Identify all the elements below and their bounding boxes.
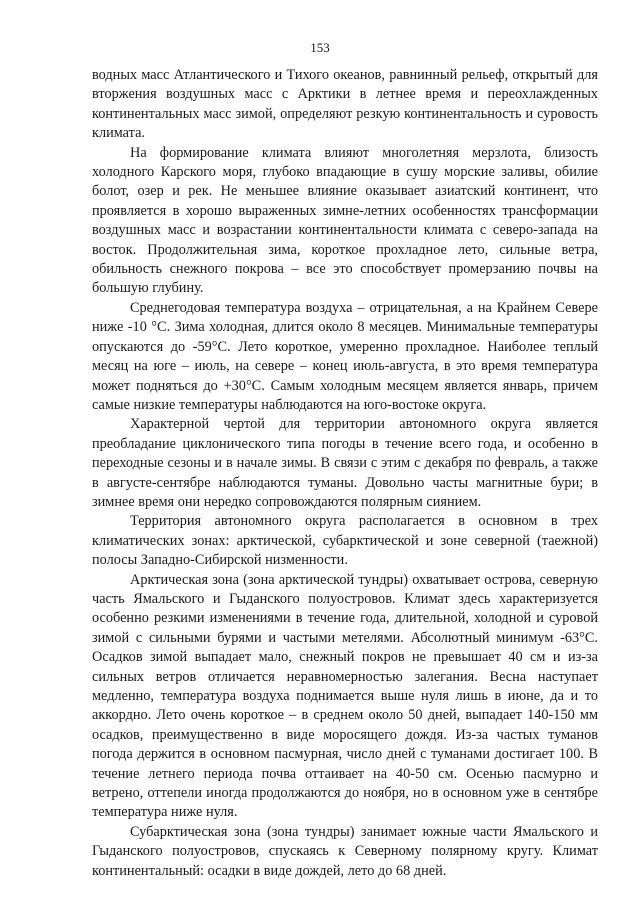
paragraph-continuation: водных масс Атлантического и Тихого океанов, равнинный рельеф, открытый для вторжения воздушных масс с Арктики в летнее время и переохлажденных континентальных масс зимой, определяют резкую континентальность и суровость климата. (92, 67, 598, 142)
paragraph-arctic-zone: Арктическая зона (зона арктической тундры) охватывает острова, северную часть Ямальского и Гыданского полуостровов. Климат здесь характеризуется особенно резкими изменениями в течение года, длительной, холодной и суровой зимой с сильными бурями и частыми метелями. Абсолютный минимум -63°С. Осадков зимой выпадает мало, снежный покров не превышает 40 см и из-за сильных ветров отличается неравномерностью залегания. Весна наступает медленно, температура воздуха поднимается выше нуля лишь в июне, да и то аккордно. Лето очень короткое – в среднем около 50 дней, выпадает 140-150 мм осадков, преимущественно в виде моросящего дождя. Из-за частых туманов погода держится в основном пасмурная, число дней с туманами достигает 100. В течение летнего периода почва оттаивает на 40-50 см. Осенью пасмурно и ветрено, оттепели иногда продолжаются до ноября, но в основном уже в сентябре температура ниже нуля. (92, 571, 598, 821)
paragraph-subarctic-zone: Субарктическая зона (зона тундры) занимает южные части Ямальского и Гыданского полуостровов, спускаясь к Северному полярному кругу. Климат континентальный: осадки в виде дождей, лето до 68 дней. (92, 823, 598, 879)
paragraph-climate-zones: Территория автономного округа располагается в основном в трех климатических зонах: арктической, субарктической и зоне северной (таежной) полосы Западно-Сибирской низменности. (92, 513, 598, 569)
paragraph-climate-factors: На формирование климата влияют многолетняя мерзлота, близость холодного Карского моря, глубоко впадающие в сушу морские заливы, обилие болот, озер и рек. Не меньшее влияние оказывает азиатский континент, что проявляется в хорошо выраженных зимне-летних особенностях трансформации воздушных масс и возрастании континентальности климата с северо-запада на восток. Продолжительная зима, короткое прохладное лето, сильные ветра, обильность снежного покрова – все это способствует промерзанию почвы на большую глубину. (92, 144, 598, 297)
body-text (92, 66, 598, 881)
paragraph-cyclonic-weather: Характерной чертой для территории автономного округа является преобладание циклонического типа погоды в течение всего года, и особенно в переходные сезоны и в начале зимы. В связи с этим с декабря по февраль, а также в августе-сентябре наблюдаются туманы. Довольно часты магнитные бури; в зимнее время они нередко сопровождаются полярным сиянием. (92, 416, 598, 510)
page-number: 153 (310, 40, 330, 55)
paragraph-temperature: Среднегодовая температура воздуха – отрицательная, а на Крайнем Севере ниже -10 °С. Зима холодная, длится около 8 месяцев. Минимальные температуры опускаются до -59°С. Лето короткое, умеренно прохладное. Наиболее теплый месяц на юге – июль, на севере – конец июль-августа, в это время температура может подняться до +30°С. Самым холодным месяцем является январь, причем самые низкие температуры наблюдаются на юго-востоке округа. (92, 299, 598, 413)
